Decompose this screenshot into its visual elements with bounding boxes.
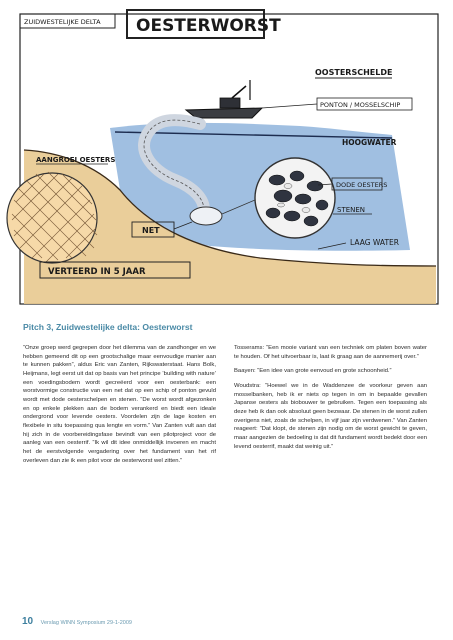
verteerd-label: VERTEERD IN 5 JAAR <box>48 267 146 277</box>
article-left-column <box>23 344 216 471</box>
tab-label: ZUIDWESTELIJKE DELTA <box>24 18 101 26</box>
dode-label: DODE OESTERS <box>336 181 388 189</box>
ship <box>186 80 262 118</box>
article-right-column <box>234 344 427 457</box>
sketch-illustration <box>0 0 453 306</box>
net-circle <box>7 172 97 263</box>
page-number: 10 <box>22 616 34 627</box>
laag-water-label: LAAG WATER <box>350 238 399 247</box>
oesterworst-drawing <box>0 0 453 306</box>
footer-text: Verslag WINN Symposium 29-1-2009 <box>40 620 132 626</box>
sketch-title: OESTERWORST <box>136 16 281 36</box>
right-paragraph-3: Woudstra: “Hoewel we in de Waddenzee de voorkeur geven aan mosselbanken, heb ik er niets op tegen in om in bepaalde gevallen Japanse oesters als biobouwer te gebruiken. Tegen een toepassing als deze heb ik dan ook absoluut geen bezwaar. De stenen in de worst zullen overigens niet, zoals de schelpen, in vijf jaar zijn verdwenen.” Van Zanten reageert: “Dat klopt, de stenen zijn nodig om de worst gewicht te geven, maar aangezien de bedoeling is dat dit fundament wordt bedekt door een levend oesterrif, maakt dat weinig uit.” <box>234 382 427 450</box>
aangroei-label: AANGROEI OESTERS <box>36 156 116 164</box>
hoogwater-label: HOOGWATER <box>342 138 397 147</box>
article-caption: Pitch 3, Zuidwestelijke delta: Oesterworst <box>23 322 193 332</box>
left-paragraph-1: “Onze groep werd gegrepen door het dilemma van de zandhonger en we hebben gemeend dit op een grootschalige maar eenvoudige manier aan te kunnen pakken”, aldus Eric van Zanten, Rijkswaterstaat. Hans Bolk, Heijmans, legt eerst uit dat op basis van het principe ‘building with nature’ een voedingsbodem wordt gecreëerd voor een oesterbank: een worstvormige constructie van een net dat op een schip of ponton gevuld wordt met dode oesterschelpen en stenen. “De worst wordt afgezonken en op enkele plekken aan de bodem verankerd en biedt een ideale ondergrond voor levende oesters. Voordelen zijn de lage kosten en flexibele in situ toepassing qua lengte en vorm.” Van Zanten vult aan dat hij zich in de voorbereidingsfase bevindt van een pilotproject voor de aanleg van een oesterrif. “Ik wil dit idee onmiddellijk invoeren en macht het de eerstvolgende vergadering over het fundament van het rif overleven dan zie ik een pilot voor de oesterworst wel zitten.” <box>23 345 216 464</box>
net-label: NET <box>142 226 160 235</box>
sausage-end <box>190 207 222 225</box>
right-paragraph-2: Baayen: “Een idee van grote eenvoud en grote schoonheid.” <box>234 368 392 375</box>
ponton-label: PONTON / MOSSELSCHIP <box>320 101 401 109</box>
page-footer <box>22 611 132 629</box>
right-paragraph-1: Tosserams: “Een mooie variant van een techniek om platen boven water te houden. Of het uitvoerbaar is, laat ik graag aan de aannemerij over.” <box>234 345 427 360</box>
stenen-label: STENEN <box>337 206 366 214</box>
region-label: OOSTERSCHELDE <box>315 68 393 77</box>
